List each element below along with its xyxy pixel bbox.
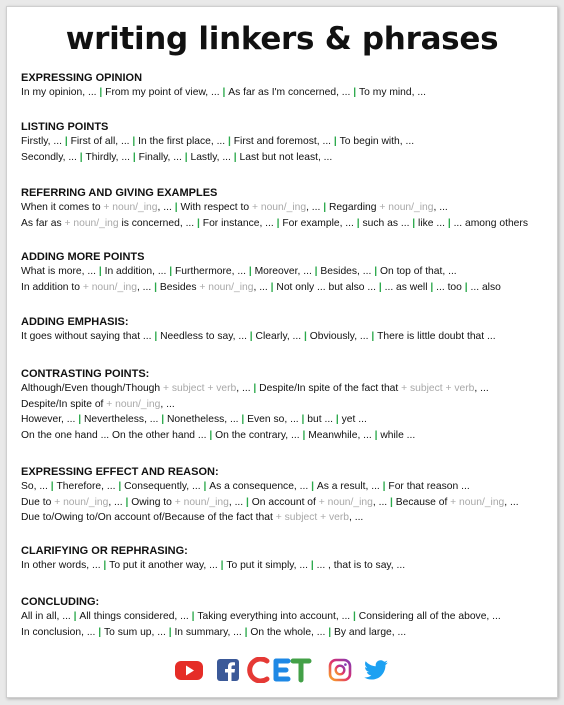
phrase-text: Therefore, ... <box>56 481 116 492</box>
separator: | <box>206 429 216 441</box>
phrase <box>131 497 243 508</box>
phrase-text: When it comes to <box>21 202 104 213</box>
phrase <box>175 266 246 277</box>
phrase-text: , ... <box>228 496 244 508</box>
section <box>21 71 553 101</box>
section <box>21 465 553 526</box>
separator: | <box>158 414 167 425</box>
section-heading: EXPRESSING EFFECT AND REASON: <box>21 466 219 478</box>
phrase-text: Besides <box>159 281 200 293</box>
phrase-text: Regarding <box>329 202 380 213</box>
phrase-text: such as ... <box>362 217 410 229</box>
separator: | <box>250 383 260 394</box>
phrase <box>180 202 320 213</box>
phrase-line <box>21 428 553 444</box>
phrase <box>342 414 367 425</box>
separator: | <box>307 560 317 571</box>
phrase-line <box>21 412 553 428</box>
section-heading: ADDING MORE POINTS <box>21 251 145 263</box>
separator: | <box>225 136 234 147</box>
phrase-text: Owing to <box>131 496 175 508</box>
phrase-text: Obviously, ... <box>309 331 369 342</box>
phrase <box>21 152 77 163</box>
phrase-text: However, ... <box>21 414 76 425</box>
separator: | <box>353 217 363 229</box>
phrase-text: , ... <box>253 281 268 293</box>
phrase-text: ... , that is to say, ... <box>316 560 406 571</box>
separator: | <box>230 151 240 163</box>
instagram-icon[interactable] <box>328 657 352 683</box>
grammar-hint: + noun/_ing <box>379 202 434 213</box>
phrase <box>21 399 175 410</box>
phrase <box>84 414 158 425</box>
phrase-text: Nonetheless, ... <box>167 414 239 425</box>
phrase-text: As a consequence, ... <box>209 481 309 492</box>
section <box>21 120 553 165</box>
separator: | <box>96 87 106 98</box>
separator: | <box>409 217 419 229</box>
separator: | <box>245 266 255 277</box>
phrase <box>240 152 333 163</box>
phrase <box>226 560 308 571</box>
phrase-text: In summary, ... <box>174 626 242 638</box>
phrase <box>380 430 415 441</box>
phrase-line <box>21 280 553 296</box>
separator: | <box>320 202 329 213</box>
phrase-text: First and foremost, ... <box>233 136 332 147</box>
phrase <box>380 266 457 277</box>
phrase <box>282 218 354 229</box>
separator: | <box>368 331 378 342</box>
phrase-text: In conclusion, ... <box>21 626 96 638</box>
section-heading: CONCLUDING: <box>21 596 100 608</box>
phrase-text: , ... <box>372 496 388 508</box>
phrase <box>377 331 495 342</box>
phrase-line <box>21 495 553 511</box>
separator: | <box>62 136 71 147</box>
phrase-text: Meanwhile, ... <box>308 429 372 441</box>
separator: | <box>325 626 334 638</box>
phrase-text: By and large, ... <box>333 626 407 638</box>
separator: | <box>115 481 125 492</box>
phrase <box>359 87 426 98</box>
separator: | <box>129 136 139 147</box>
separator: | <box>350 611 359 622</box>
phrase <box>317 560 406 571</box>
phrase-line <box>21 397 553 413</box>
section <box>21 544 553 574</box>
phrase-text: To my mind, ... <box>359 87 426 98</box>
phrase-text: On the contrary, ... <box>215 429 300 441</box>
phrase-text: Last but not least, ... <box>239 151 333 163</box>
phrase-text: With respect to <box>180 202 252 213</box>
phrase <box>21 430 206 441</box>
phrase-line <box>21 381 553 397</box>
phrase-text: , ... <box>136 281 152 293</box>
grammar-hint: + noun/_ing <box>64 217 119 229</box>
phrase-text: What is more, ... <box>21 266 96 277</box>
social-bar <box>7 657 557 683</box>
phrase-text: On top of that, ... <box>379 266 457 277</box>
phrase <box>109 560 218 571</box>
phrase-line <box>21 625 553 641</box>
phrase <box>124 481 201 492</box>
phrase-text: Although/Even though/Though <box>21 383 163 394</box>
separator: | <box>238 414 248 425</box>
phrase-text: but ... <box>307 414 334 425</box>
phrase <box>329 202 448 213</box>
phrase <box>105 266 167 277</box>
separator: | <box>243 496 252 508</box>
section <box>21 250 553 295</box>
phrase <box>256 331 302 342</box>
section <box>21 186 553 231</box>
phrase <box>317 481 380 492</box>
separator: | <box>129 151 139 163</box>
phrase-text: ... as well <box>384 281 428 293</box>
phrase <box>104 627 166 638</box>
phrase-text: yet ... <box>341 414 367 425</box>
separator: | <box>194 217 203 229</box>
separator: | <box>166 266 176 277</box>
phrase <box>105 87 219 98</box>
phrase-line <box>21 85 553 101</box>
phrase-text: So, ... <box>21 481 48 492</box>
phrase <box>21 560 101 571</box>
phrase <box>454 218 528 229</box>
separator: | <box>181 151 191 163</box>
separator: | <box>151 331 161 342</box>
separator: | <box>188 611 198 622</box>
phrase-text: , ... <box>160 398 175 410</box>
phrase-text: like ... <box>418 217 445 229</box>
phrase-text: For example, ... <box>282 217 354 229</box>
phrase <box>247 414 299 425</box>
phrase <box>174 627 241 638</box>
phrase-text: Even so, ... <box>247 414 299 425</box>
phrase-text: Besides, ... <box>320 266 372 277</box>
phrase <box>320 266 371 277</box>
phrase-line <box>21 510 553 526</box>
separator: | <box>267 281 277 293</box>
separator: | <box>219 87 229 98</box>
youtube-icon[interactable] <box>174 657 204 683</box>
phrase <box>209 481 308 492</box>
separator: | <box>375 281 385 293</box>
phrase-text: In other words, ... <box>21 560 101 571</box>
phrase-text: , ... <box>504 496 519 508</box>
phrase-text: Considering all of the above, ... <box>358 611 501 622</box>
phrase <box>203 218 274 229</box>
phrase <box>160 331 247 342</box>
separator: | <box>122 496 132 508</box>
phrase-text: Because of <box>395 496 451 508</box>
phrase <box>21 87 97 98</box>
phrase-text: Moreover, ... <box>254 266 312 277</box>
phrase <box>252 497 387 508</box>
grammar-hint: + noun/_ing <box>450 496 505 508</box>
phrase <box>436 282 462 293</box>
separator: | <box>371 266 380 277</box>
phrase <box>340 136 414 147</box>
phrase-text: Thirdly, ... <box>85 151 130 163</box>
phrase-text: There is little doubt that ... <box>377 331 496 342</box>
separator: | <box>308 481 317 492</box>
phrase-text: ... also <box>470 281 501 293</box>
grammar-hint: + noun/_ing <box>318 496 373 508</box>
phrase <box>21 136 62 147</box>
phrase <box>21 202 172 213</box>
phrase <box>21 383 251 394</box>
phrase-line <box>21 558 553 574</box>
phrase <box>167 414 239 425</box>
phrase-text: To put it another way, ... <box>109 560 218 571</box>
phrase-text: is concerned, ... <box>118 217 195 229</box>
separator: | <box>47 481 57 492</box>
phrase-text: All in all, ... <box>21 611 71 622</box>
phrase-text: Furthermore, ... <box>175 266 246 277</box>
phrase-text: It goes without saying that ... <box>21 331 152 342</box>
cet-logo <box>245 657 325 683</box>
phrase <box>250 627 325 638</box>
phrase-text: ... among others <box>453 217 528 229</box>
separator: | <box>333 414 342 425</box>
section-heading: CLARIFYING OR REPHRASING: <box>21 545 188 557</box>
phrase <box>388 481 469 492</box>
phrase <box>190 152 230 163</box>
separator: | <box>444 217 454 229</box>
phrase <box>363 218 410 229</box>
phrase-text: , ... <box>306 202 321 213</box>
phrase-text: As far as I'm concerned, ... <box>228 87 351 98</box>
phrase-line <box>21 134 553 150</box>
twitter-icon[interactable] <box>362 657 390 683</box>
phrase-line <box>21 329 553 345</box>
phrase <box>276 282 376 293</box>
phrase-text: First of all, ... <box>70 136 130 147</box>
phrase <box>139 152 182 163</box>
phrase-text: Not only ... but also ... <box>276 281 376 293</box>
phrase <box>21 218 194 229</box>
grammar-hint: + subject + verb <box>275 512 349 523</box>
separator: | <box>299 429 309 441</box>
phrase <box>308 430 372 441</box>
separator: | <box>95 266 105 277</box>
phrase <box>21 331 152 342</box>
phrase <box>259 383 489 394</box>
phrase <box>396 497 519 508</box>
phrase-text: To begin with, ... <box>339 136 415 147</box>
separator: | <box>165 626 175 638</box>
section <box>21 595 553 640</box>
grammar-hint: + noun/_ing <box>103 202 158 213</box>
grammar-hint: + noun/_ing <box>174 496 229 508</box>
phrase-text: , ... <box>348 512 364 523</box>
grammar-hint: + noun/_ing <box>251 202 307 213</box>
phrase-text: , ... <box>433 202 448 213</box>
phrase-text: To sum up, ... <box>104 626 166 638</box>
separator: | <box>100 560 110 571</box>
page-title: writing linkers & phrases <box>65 21 499 57</box>
section-heading: EXPRESSING OPINION <box>21 72 143 84</box>
grammar-hint: + subject + verb <box>401 383 475 394</box>
phrase-text: Finally, ... <box>138 151 182 163</box>
phrase-text: Clearly, ... <box>255 331 302 342</box>
grammar-hint: + noun/_ing <box>82 281 137 293</box>
phrase <box>21 282 151 293</box>
phrase-line <box>21 609 553 625</box>
phrase-text: Despite/In spite of the fact that <box>259 383 402 394</box>
phrase-text: , ... <box>236 383 251 394</box>
section-heading: LISTING POINTS <box>21 121 109 133</box>
phrase-text: From my point of view, ... <box>105 87 220 98</box>
phrase-text: while ... <box>380 429 416 441</box>
phrase <box>385 282 428 293</box>
phrase-text: As far as <box>21 217 65 229</box>
phrase <box>418 218 445 229</box>
phrase-text: In the first place, ... <box>138 136 226 147</box>
phrase <box>57 481 116 492</box>
separator: | <box>200 481 210 492</box>
page <box>6 6 558 698</box>
phrase-text: , ... <box>474 383 489 394</box>
phrase-text: As a result, ... <box>316 481 380 492</box>
separator: | <box>217 560 227 571</box>
phrase <box>197 611 350 622</box>
phrase <box>228 87 350 98</box>
phrase <box>359 611 501 622</box>
separator: | <box>350 87 359 98</box>
phrase <box>215 430 300 441</box>
phrase <box>86 152 130 163</box>
phrase-text: On the one hand ... On the other hand ... <box>21 429 207 441</box>
separator: | <box>379 481 389 492</box>
grammar-hint: + subject + verb <box>162 383 237 394</box>
section-heading: REFERRING AND GIVING EXAMPLES <box>21 187 218 199</box>
separator: | <box>171 202 181 213</box>
phrase-text: , ... <box>108 496 123 508</box>
phrase-line <box>21 264 553 280</box>
separator: | <box>95 626 105 638</box>
phrase <box>310 331 369 342</box>
phrase-text: Due to/Owing to/On account of/Because of the fact that <box>21 512 276 523</box>
phrase-text: Taking everything into account, ... <box>197 611 351 622</box>
separator: | <box>70 611 80 622</box>
section <box>21 315 553 345</box>
phrase-text: For that reason ... <box>388 481 470 492</box>
facebook-icon[interactable] <box>216 657 240 683</box>
phrase-text: To put it simply, ... <box>226 560 308 571</box>
phrase <box>471 282 501 293</box>
separator: | <box>461 281 471 293</box>
phrase-text: In addition, ... <box>104 266 167 277</box>
phrase-text: Consequently, ... <box>124 481 201 492</box>
phrase <box>21 497 123 508</box>
phrase <box>21 266 96 277</box>
phrase <box>71 136 130 147</box>
phrase <box>138 136 225 147</box>
phrase <box>334 627 406 638</box>
separator: | <box>311 266 321 277</box>
separator: | <box>273 217 283 229</box>
phrase-text: In addition to <box>21 281 83 293</box>
phrase <box>21 627 95 638</box>
phrase <box>255 266 312 277</box>
phrase-text: Firstly, ... <box>21 136 62 147</box>
separator: | <box>427 281 437 293</box>
phrase-line <box>21 200 553 216</box>
phrase-text: Lastly, ... <box>190 151 231 163</box>
phrase-text: Needless to say, ... <box>160 331 247 342</box>
separator: | <box>301 331 310 342</box>
phrase-text: On account of <box>251 496 319 508</box>
phrase-text: For instance, ... <box>202 217 274 229</box>
grammar-hint: + noun/_ing <box>199 281 254 293</box>
separator: | <box>298 414 308 425</box>
phrase-line <box>21 216 553 232</box>
phrase <box>21 512 363 523</box>
separator: | <box>371 429 381 441</box>
phrase <box>234 136 331 147</box>
phrase-text: , ... <box>157 202 172 213</box>
separator: | <box>76 151 86 163</box>
phrase-text: ... too <box>436 281 462 293</box>
phrase-text: All things considered, ... <box>79 611 189 622</box>
phrase <box>21 481 48 492</box>
section-heading: CONTRASTING POINTS: <box>21 368 150 380</box>
grammar-hint: + noun/_ing <box>54 496 109 508</box>
phrase <box>160 282 268 293</box>
grammar-hint: + noun/_ing <box>106 398 161 410</box>
phrase-text: Nevertheless, ... <box>83 414 159 425</box>
section-heading: ADDING EMPHASIS: <box>21 316 129 328</box>
phrase-text: Due to <box>21 496 55 508</box>
separator: | <box>387 496 396 508</box>
phrase-line <box>21 150 553 166</box>
phrase-text: Despite/In spite of <box>21 398 107 410</box>
separator: | <box>246 331 256 342</box>
phrase <box>21 414 75 425</box>
phrase-text: On the whole, ... <box>250 626 326 638</box>
phrase-line <box>21 479 553 495</box>
phrase <box>307 414 333 425</box>
phrase <box>21 611 71 622</box>
separator: | <box>241 626 251 638</box>
separator: | <box>331 136 340 147</box>
phrase-text: Secondly, ... <box>21 151 77 163</box>
phrase <box>79 611 188 622</box>
section <box>21 367 553 443</box>
phrase-text: In my opinion, ... <box>21 87 97 98</box>
separator: | <box>75 414 84 425</box>
separator: | <box>151 281 160 293</box>
